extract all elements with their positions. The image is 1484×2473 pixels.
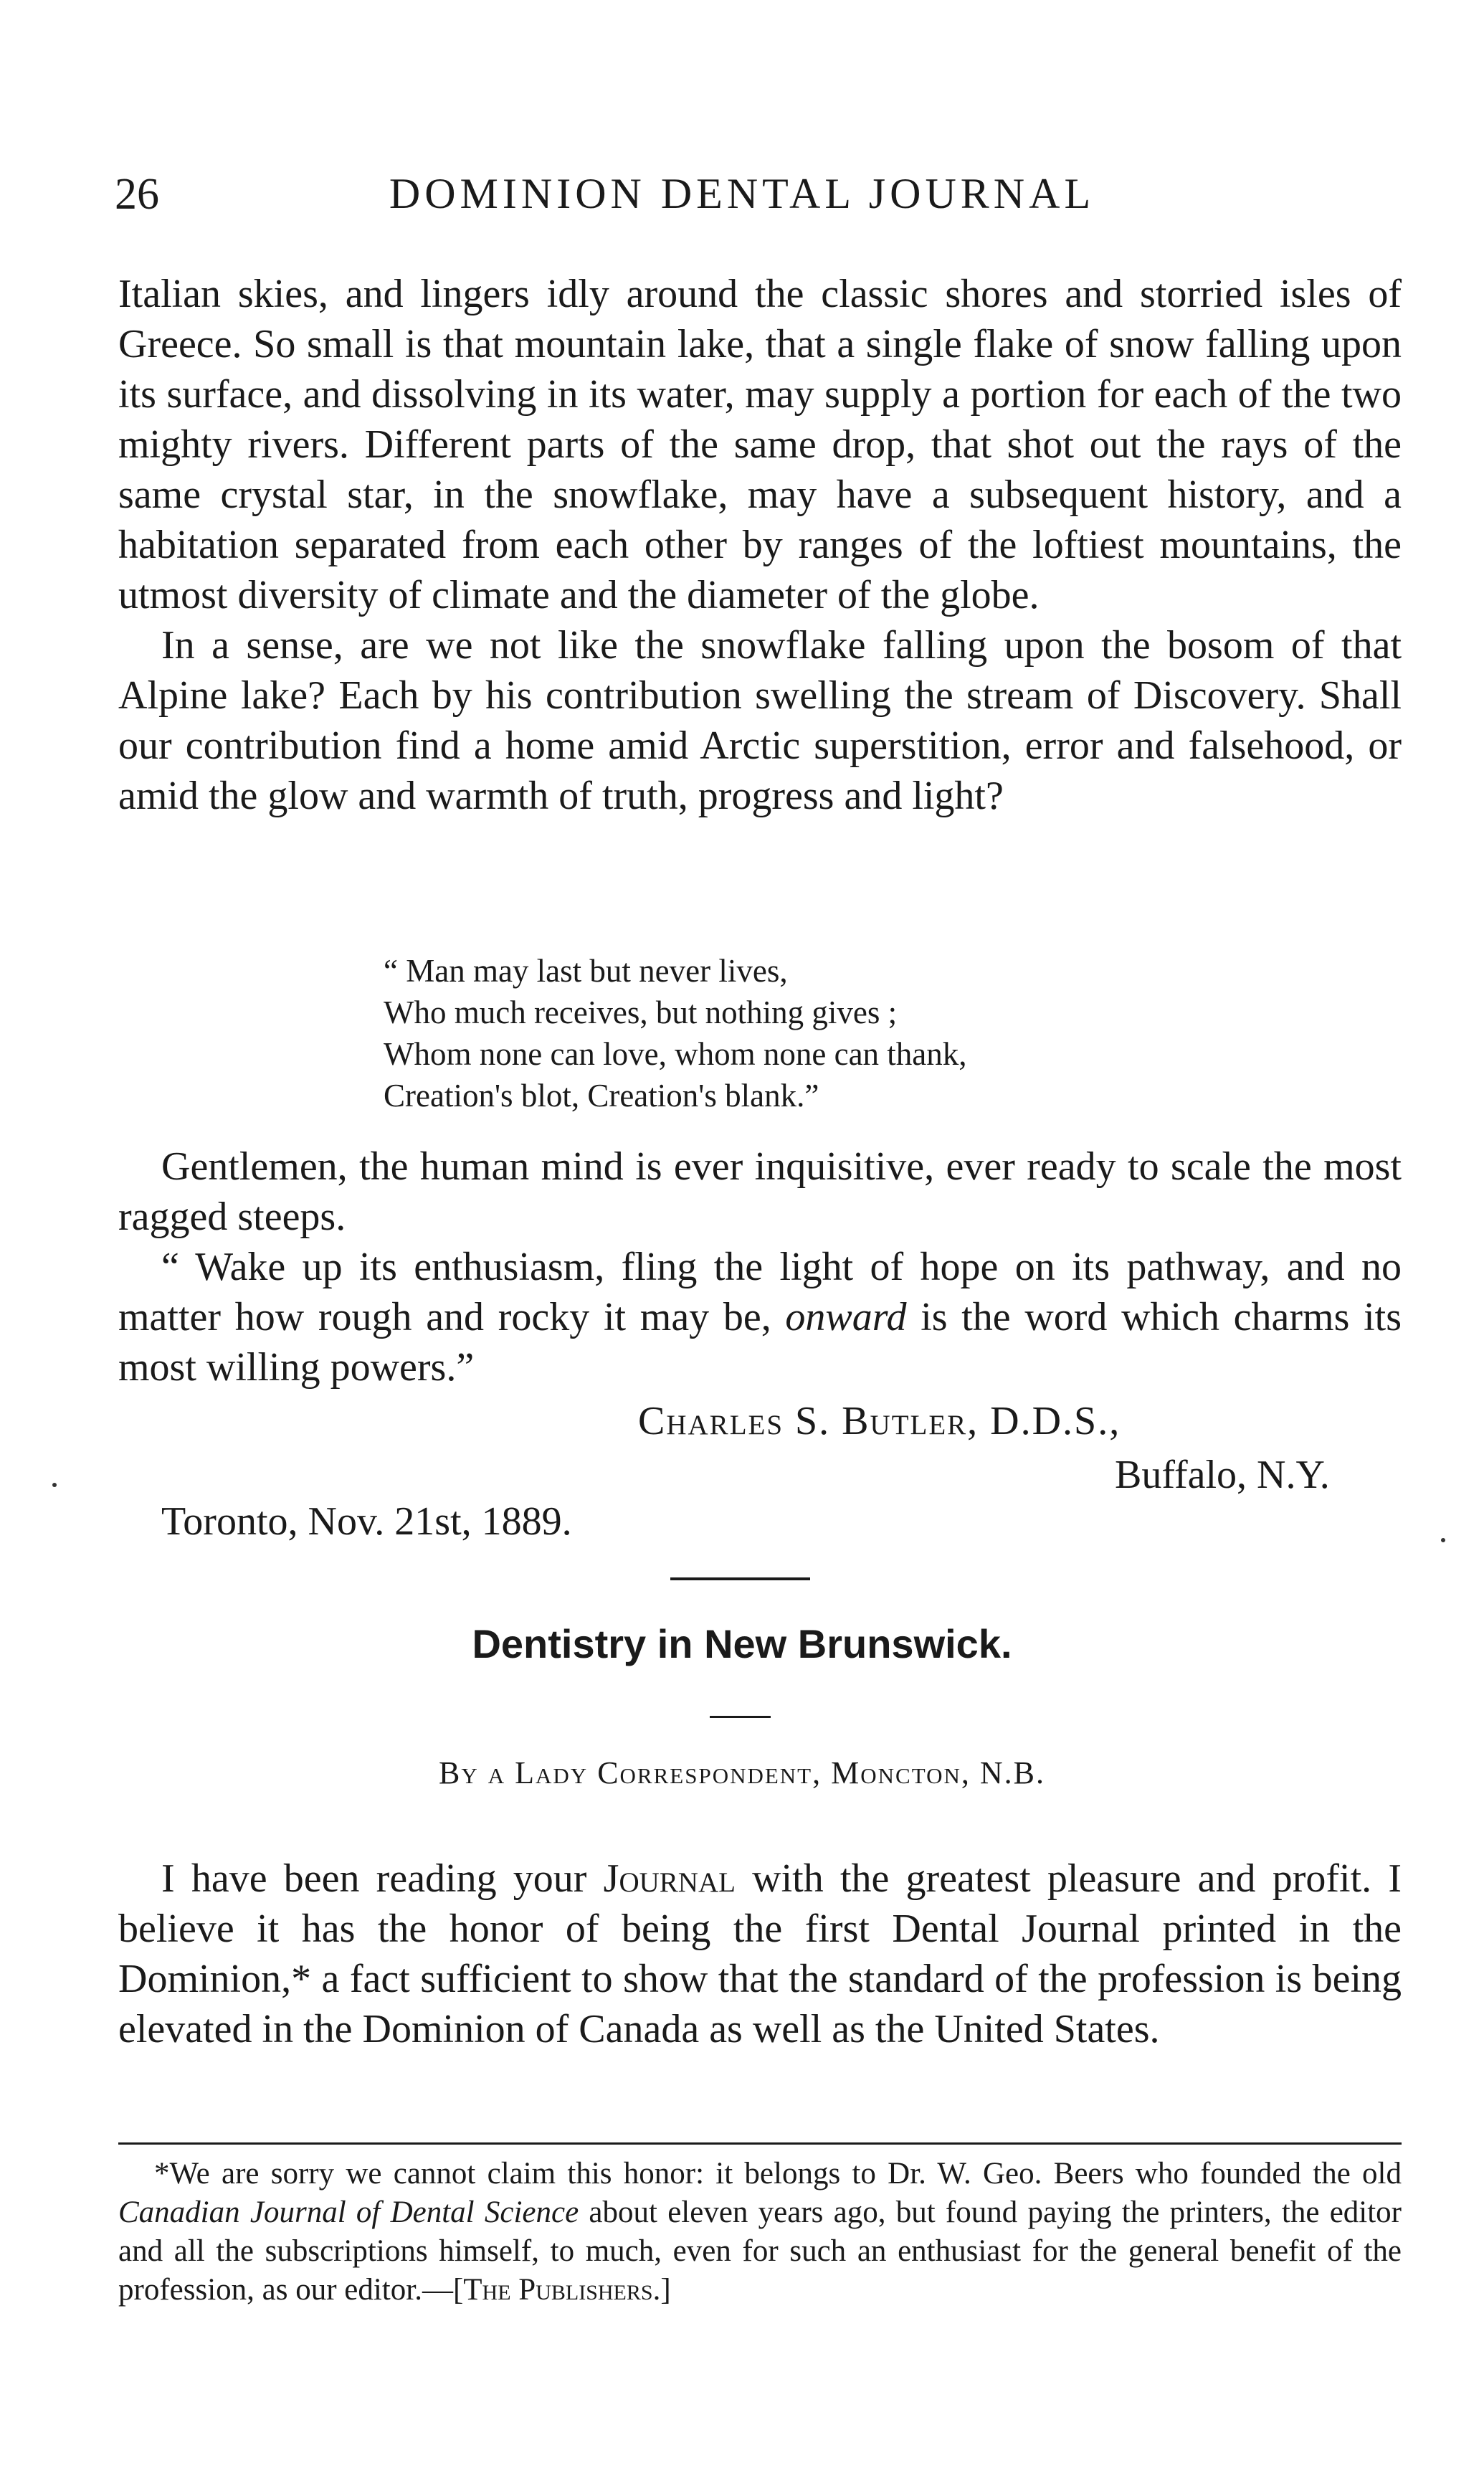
- article-body-closing: [118, 1141, 1402, 1392]
- paragraph-text-end: with the greatest pleasure and profit. I believe it has the honor of being the first Dental Journal printed in the Dominion,* a fact sufficient to show that the standard of the profession is being elevated in the Dominion of Canada as well as the United States.: [118, 1856, 1402, 2051]
- footnote-text: [118, 2155, 1402, 2310]
- article-byline: By a Lady Correspondent, Moncton, N.B.: [439, 1755, 1045, 1790]
- paragraph-new-brunswick: [118, 1853, 1402, 2054]
- page-speck: [1441, 1538, 1445, 1542]
- poem-line: Who much receives, but nothing gives ;: [384, 995, 898, 1030]
- poem-line: “ Man may last but never lives,: [384, 953, 788, 989]
- section-divider: [670, 1577, 810, 1580]
- footnote-journal-title: Canadian Journal of Dental Science: [118, 2196, 579, 2229]
- page-header: [115, 169, 1405, 227]
- poem-quotation: [384, 950, 967, 1116]
- author-location: Buffalo, N.Y.: [1115, 1453, 1330, 1497]
- quote-text-end: is the word which charms its most willing powers.”: [118, 1295, 1402, 1390]
- paragraph-continuation: Italian skies, and lingers idly around the classic shores and storried isles of Greece. So small is that mountain lake, that a single flake of snow falling upon its surface, and dissolving in its water, may supply a portion for each of the two mighty rivers. Different parts of the same drop, that shot out the rays of the same crystal star, in the snowflake, may have a subsequent history, and a habitation separated from each other by ranges of the loftiest mountains, the utmost diversity of climate and the diameter of the globe.: [118, 272, 1402, 617]
- footnote: [118, 2155, 1402, 2310]
- article-title: Dentistry in New Brunswick.: [472, 1621, 1012, 1666]
- poem-line: Whom none can love, whom none can thank,: [384, 1036, 967, 1072]
- paragraph-snowflake: In a sense, are we not like the snowflake falling upon the bosom of that Alpine lake? Each by his contribution swelling the stream of Discovery. Shall our contribution find a home amid Arctic superstition, error and falsehood, or amid the glow and warmth of truth, progress and light?: [118, 623, 1402, 818]
- footnote-publishers: The Publishers: [463, 2273, 653, 2307]
- page-number: 26: [115, 170, 159, 219]
- poem-line: Creation's blot, Creation's blank.”: [384, 1078, 819, 1114]
- footnote-rule: [118, 2142, 1402, 2145]
- article2-body: [118, 1853, 1402, 2054]
- article-body-top: [118, 269, 1402, 821]
- quote-text-start: “ Wake up its enthusiasm, fling the light of hope on its pathway, and no matter how rough and rocky it may be,: [118, 1245, 1402, 1339]
- page-speck: [52, 1483, 57, 1487]
- dateline: Toronto, Nov. 21st, 1889.: [161, 1499, 572, 1544]
- paragraph-gentlemen: Gentlemen, the human mind is ever inquisitive, ever ready to scale the most ragged steeps.: [118, 1144, 1402, 1239]
- title-underline: [710, 1716, 771, 1718]
- footnote-text-start: *We are sorry we cannot claim this honor: it belongs to Dr. W. Geo. Beers who founded the old: [154, 2157, 1402, 2190]
- paragraph-quote: [118, 1242, 1402, 1392]
- quote-emphasis: onward: [785, 1295, 907, 1339]
- paragraph-text-start: I have been reading your: [161, 1856, 604, 1901]
- footnote-close: .]: [652, 2273, 671, 2307]
- journal-name: Journal: [603, 1856, 736, 1901]
- footnote-text-end: about eleven years ago, but found paying the printers, the editor and all the subscriptions himself, to much, even for such an enthusiast for the general benefit of the profession, as our editor.—[: [118, 2196, 1402, 2307]
- running-head: DOMINION DENTAL JOURNAL: [389, 170, 1095, 217]
- author-signature: Charles S. Butler, D.D.S.,: [638, 1399, 1121, 1443]
